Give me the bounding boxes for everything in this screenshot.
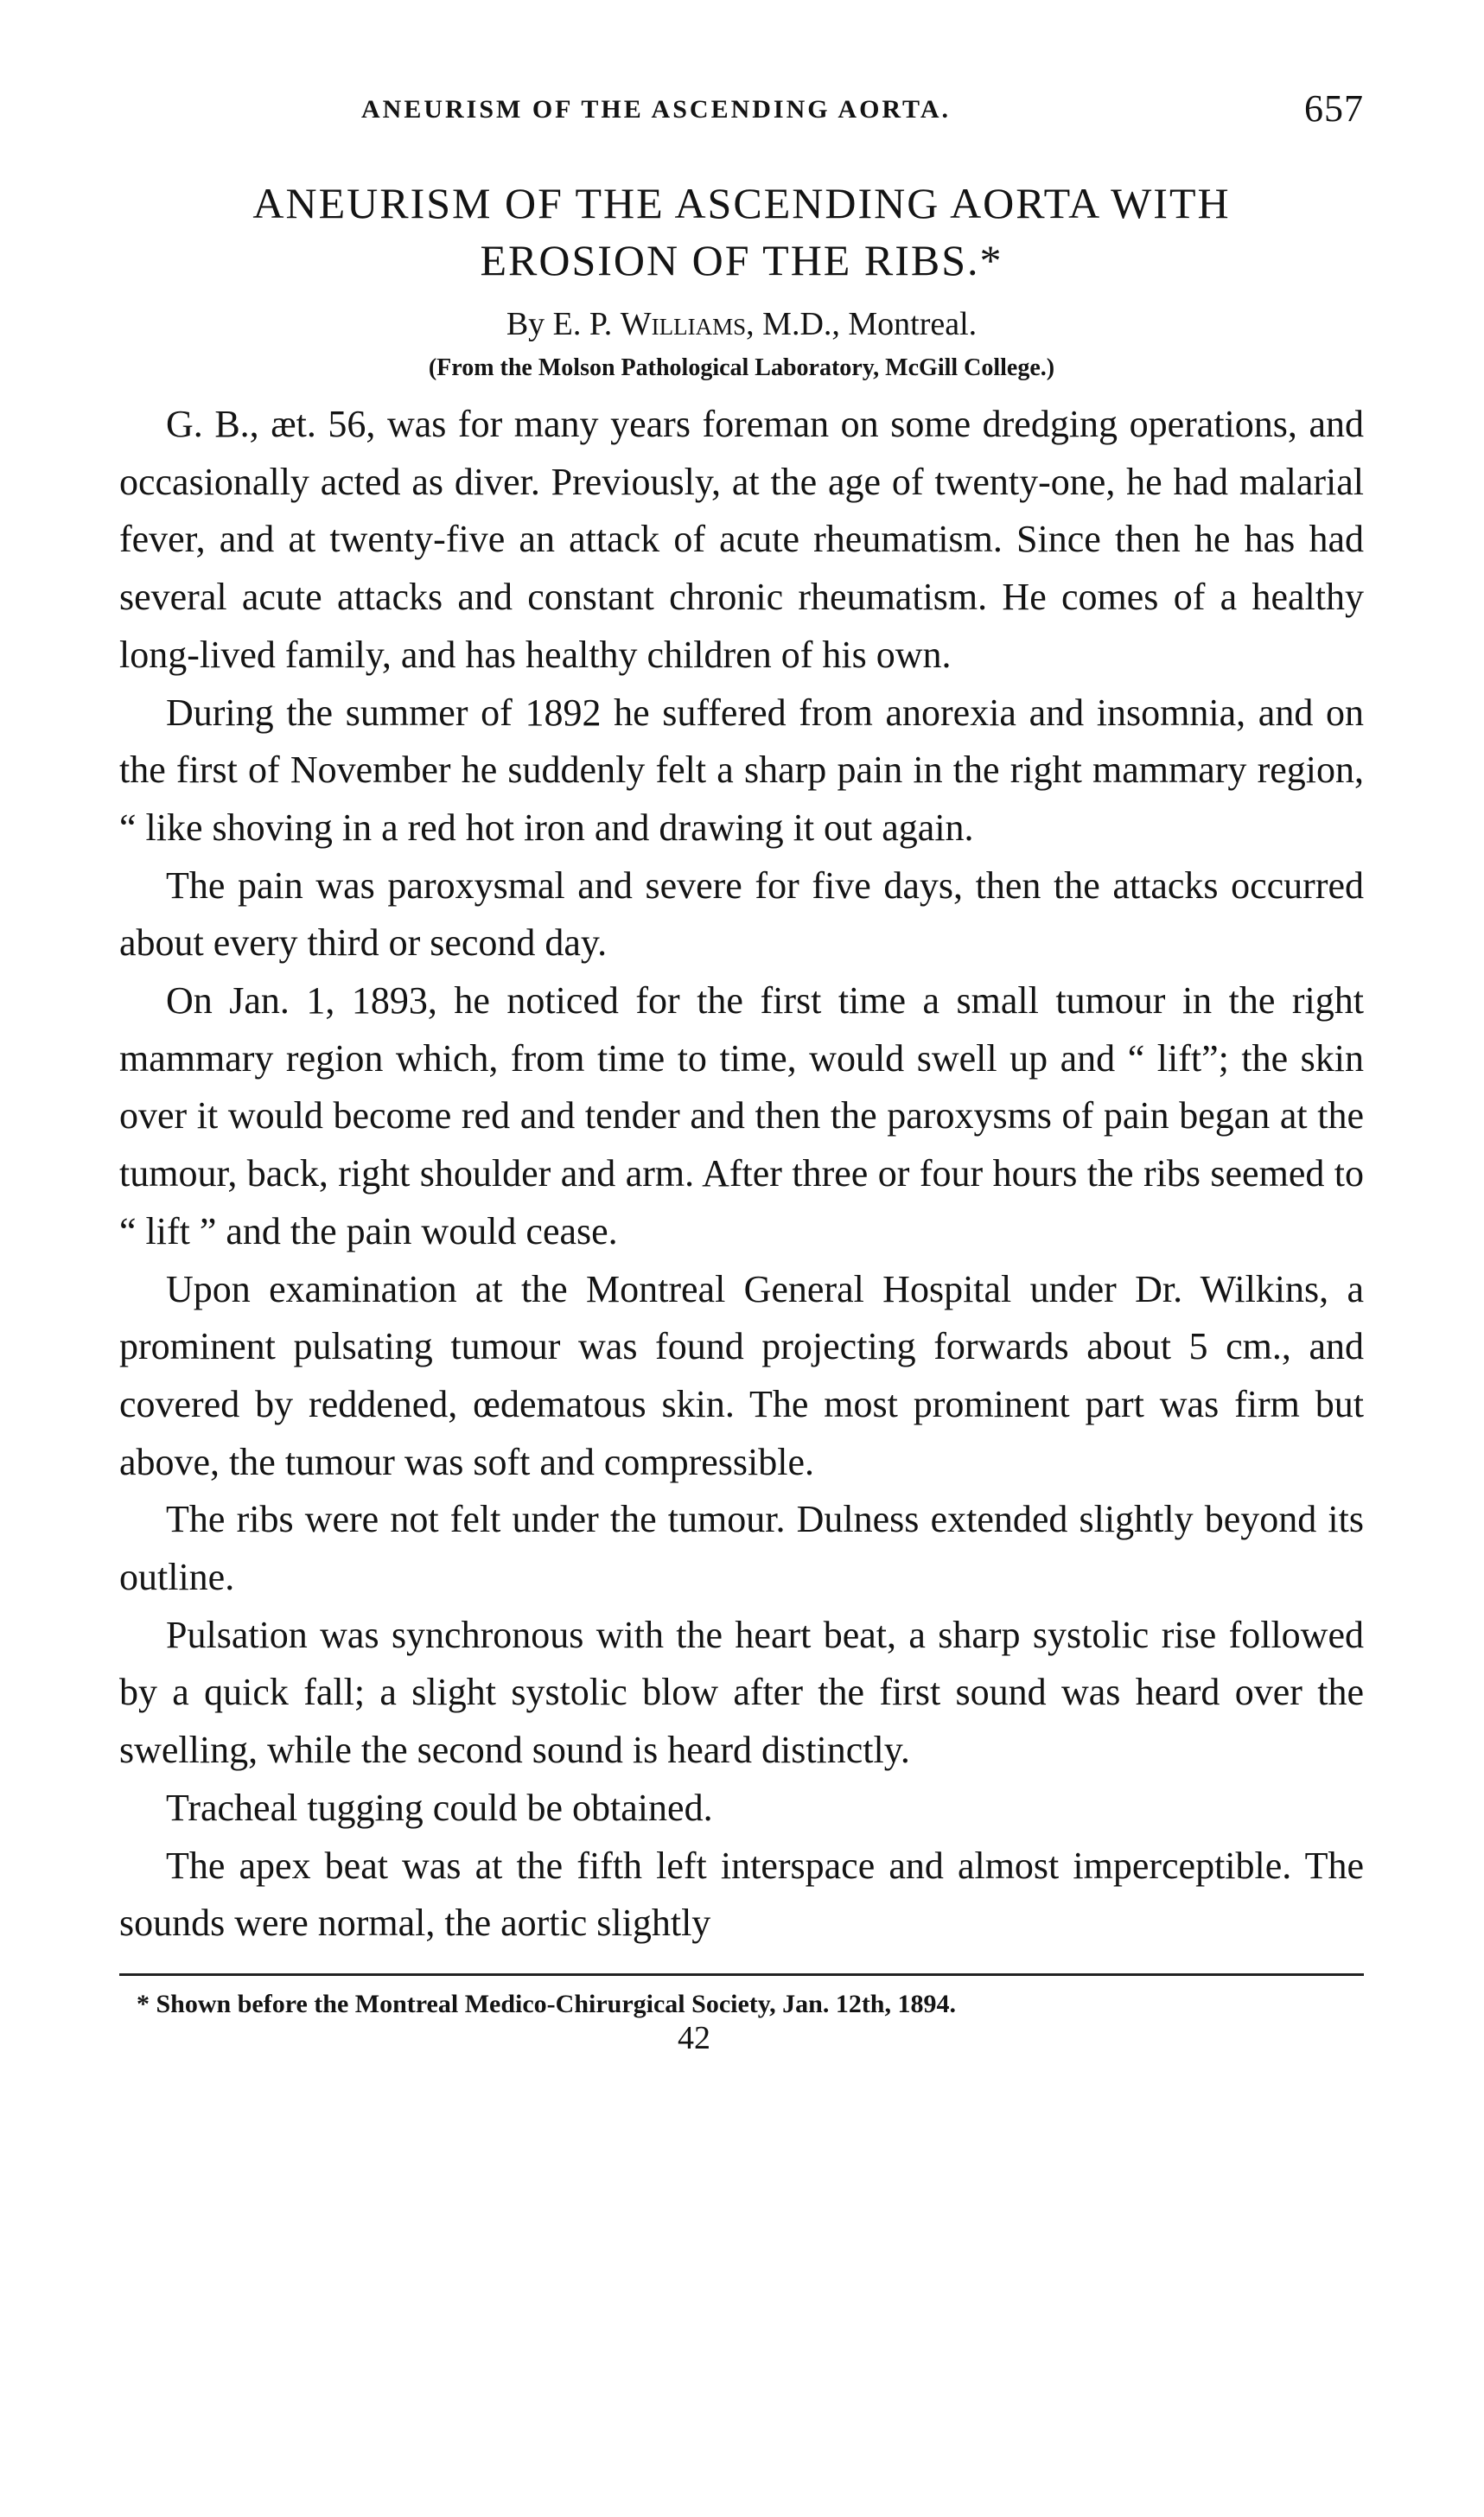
body-paragraph: Tracheal tugging could be obtained. (166, 1786, 713, 1829)
signature-mark: 42 (678, 2019, 710, 2056)
body-paragraph: The pain was paroxysmal and severe for five days, then the attacks occurred about every third or second day. (119, 863, 1364, 965)
article-title-line-1: ANEURISM OF THE ASCENDING AORTA WITH (252, 179, 1231, 227)
body-paragraph: Pulsation was synchronous with the heart beat, a sharp systolic rise followed by a quick fall; a slight systolic blow after the first sound was heard over the swelling, while the second sound is heard distinctly. (119, 1613, 1364, 1772)
page-number: 657 (1304, 87, 1364, 130)
body-paragraph: The ribs were not felt under the tumour. Dulness extended slightly beyond its outline. (119, 1498, 1364, 1599)
body-paragraph: Upon examination at the Montreal General Hospital under Dr. Wilkins, a prominent pulsating tumour was found projecting forwards about 5 cm., and covered by reddened, œdematous skin. The most prominent part was firm but above, the tumour was soft and compressible. (119, 1267, 1364, 1483)
footnote-divider (119, 1973, 1364, 1976)
body-paragraph: G. B., æt. 56, was for many years foreman on some dredging operations, and occasionally acted as diver. Previously, at the age of twenty-one, he had malarial fever, and at twenty-five an attack of acute rheumatism. Since then he has had several acute attacks and constant chronic rheumatism. He comes of a healthy long-lived family, and has healthy children of his own. (119, 403, 1364, 676)
byline (119, 304, 1364, 344)
body-paragraph: On Jan. 1, 1893, he noticed for the first time a small tumour in the right mammary region which, from time to time, would swell up and “ lift”; the skin over it would become red and tender and then the paroxysms of pain began at the tumour, back, right shoulder and arm. After three or four hours the ribs seemed to “ lift ” and the pain would cease. (119, 979, 1364, 1252)
body-paragraph: The apex beat was at the fifth left interspace and almost imperceptible. The sounds were normal, the aortic slightly (119, 1844, 1364, 1945)
author-name: Williams (620, 306, 747, 342)
article-title-line-2: EROSION OF THE RIBS.* (480, 236, 1003, 284)
article-body (119, 396, 1364, 1953)
running-head-title: ANEURISM OF THE ASCENDING AORTA. (361, 95, 951, 124)
running-head (119, 86, 1364, 138)
byline-suffix: , M.D., Montreal. (746, 306, 978, 342)
byline-prefix: By E. P. (506, 306, 613, 342)
journal-page (119, 86, 1364, 2055)
footnote: * Shown before the Montreal Medico-Chirurgical Society, Jan. 12th, 1894. (137, 1989, 956, 2018)
body-paragraph: During the summer of 1892 he suffered from anorexia and insomnia, and on the first of November he suddenly felt a sharp pain in the right mammary region, “ like shoving in a red hot iron and drawing it out again. (119, 691, 1364, 849)
article-title (119, 175, 1364, 289)
affiliation: (From the Molson Pathological Laboratory, McGill College.) (428, 354, 1055, 381)
